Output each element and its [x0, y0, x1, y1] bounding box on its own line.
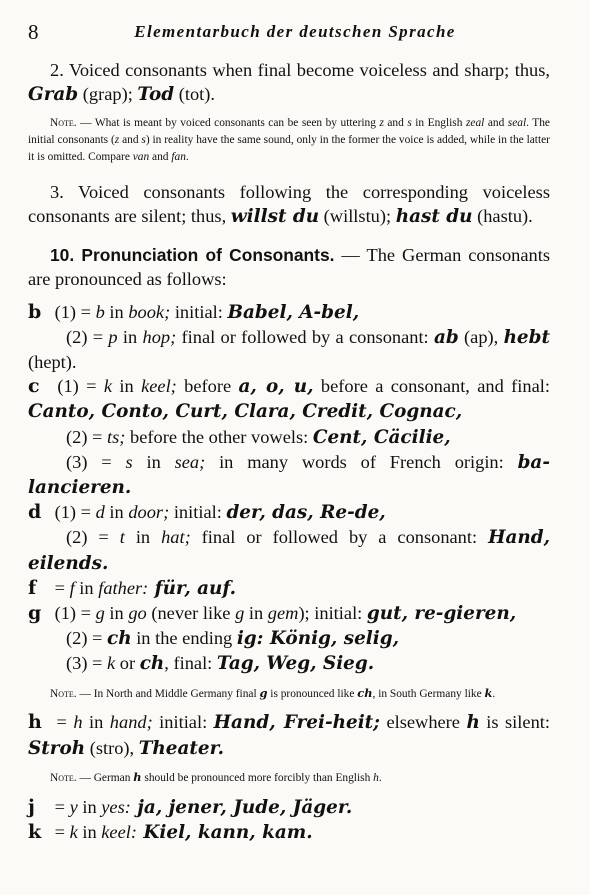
- note-letter: s: [407, 117, 412, 130]
- english-word: door;: [128, 502, 170, 523]
- note-text: .: [492, 687, 496, 700]
- german-example: für, auf.: [148, 577, 237, 599]
- letter-label: j: [28, 795, 35, 818]
- entry-d2: [28, 525, 550, 575]
- entry-text: in: [104, 603, 129, 624]
- english-word: hop;: [142, 326, 177, 347]
- rule-number: 2.: [50, 60, 64, 80]
- german-example: hast du: [395, 206, 473, 227]
- pronunciation: (hept).: [28, 352, 77, 373]
- note-text: . The initial consonants (: [28, 117, 550, 147]
- entry-h: [28, 710, 550, 760]
- section-intro: — The German consonants are pronounced as follows:: [28, 245, 550, 290]
- entry-text: in: [124, 527, 162, 548]
- english-letter: y: [69, 796, 78, 817]
- english-letter: g: [95, 603, 105, 624]
- entry-text: in: [77, 796, 102, 817]
- entry-text: (1) =: [57, 376, 104, 397]
- note-german-h: [28, 769, 550, 787]
- note-text: .: [185, 151, 189, 163]
- entry-c2: [28, 425, 550, 450]
- entry-text: =: [50, 577, 70, 598]
- page-number: 8: [28, 20, 39, 44]
- entry-text: =: [50, 821, 70, 842]
- german-letters: a, o, u,: [238, 376, 314, 398]
- german-example: Stroh: [28, 737, 86, 759]
- entry-text: (1) =: [54, 502, 96, 523]
- page-body: [28, 58, 550, 845]
- german-example: Theater.: [138, 737, 225, 759]
- entry-text: in: [82, 712, 110, 733]
- german-letters: ch: [107, 628, 132, 650]
- german-example: gut, re-gieren,: [366, 603, 517, 625]
- english-letter: h: [373, 771, 379, 784]
- english-word: keel;: [141, 376, 177, 397]
- entry-text: in: [77, 821, 102, 842]
- entry-text: (2) =: [66, 628, 108, 649]
- entry-b1: [28, 300, 550, 325]
- entry-text: (1) =: [54, 301, 96, 322]
- entry-g3: [28, 651, 550, 676]
- pronunciation: (stro),: [85, 737, 139, 758]
- page-header: [28, 20, 562, 46]
- entry-g2: [28, 626, 550, 651]
- entry-text: in: [132, 451, 175, 472]
- english-word: gem: [267, 603, 299, 624]
- german-example: Hand, eilends.: [28, 527, 550, 574]
- entry-text: final or followed by a consonant:: [176, 326, 434, 347]
- entry-f: [28, 576, 550, 601]
- note-label: Note.: [50, 771, 77, 784]
- entry-text: before: [176, 376, 239, 397]
- german-letters: h: [466, 712, 480, 734]
- english-word: keel:: [101, 821, 137, 842]
- german-letters: ig:: [236, 628, 264, 650]
- entry-text: initial:: [169, 502, 227, 523]
- note-text: should be pronounced more forcibly than English: [141, 771, 374, 784]
- entry-text: in: [244, 603, 268, 624]
- pronunciation: (ap),: [458, 326, 504, 347]
- english-word: hat;: [161, 527, 191, 548]
- english-letter: t: [119, 527, 125, 548]
- letter-label: b: [28, 300, 42, 323]
- german-example: ja, jener, Jude, Jäger.: [130, 796, 353, 818]
- german-example: Babel, A-bel,: [227, 301, 360, 323]
- section-10: [28, 243, 550, 291]
- english-letter: b: [95, 301, 105, 322]
- entry-text: initial:: [170, 301, 228, 322]
- note-word: seal: [507, 117, 527, 130]
- section-heading: 10. Pronunciation of Consonants.: [50, 245, 335, 266]
- english-letter: k: [107, 653, 116, 674]
- english-letter: k: [69, 821, 78, 842]
- note-text: and: [484, 117, 508, 130]
- pronunciation: (grap);: [78, 84, 138, 105]
- note-text: .: [378, 771, 382, 784]
- english-word: hand;: [109, 712, 153, 733]
- pronunciation: (willstu);: [319, 206, 396, 226]
- german-example: ba-lancieren.: [28, 451, 550, 499]
- entry-text: =: [50, 796, 70, 817]
- entry-text: before the other vowels:: [125, 426, 313, 447]
- english-letter: ts;: [107, 426, 126, 447]
- entry-text: before a consonant, and final:: [313, 376, 550, 397]
- running-title: Elementarbuch der deutschen Sprache: [134, 22, 456, 41]
- entry-text: final or followed by a consonant:: [190, 527, 489, 548]
- english-letter: h: [73, 712, 83, 733]
- entry-text: (never like: [146, 603, 236, 624]
- entry-text: or: [115, 653, 140, 674]
- note-text: and: [149, 151, 172, 163]
- letter-label: h: [28, 711, 42, 734]
- entry-c3: [28, 450, 550, 500]
- entry-text: (3) =: [66, 451, 126, 472]
- rule-2: [28, 58, 550, 107]
- german-letters: g: [259, 685, 268, 700]
- entry-b2: [28, 325, 550, 374]
- german-example: der, das, Re-de,: [226, 502, 386, 524]
- pronunciation: (tot).: [174, 84, 215, 105]
- entry-text: (2) =: [66, 326, 109, 347]
- note-label: Note.: [50, 117, 77, 130]
- note-word: zeal: [465, 117, 485, 130]
- note-letter: z: [379, 117, 384, 130]
- english-letter: g: [235, 603, 245, 624]
- german-example: willst du: [230, 206, 320, 227]
- note-letter: s: [141, 134, 146, 147]
- rule-3: [28, 180, 550, 229]
- english-letter: s: [125, 451, 133, 472]
- german-example: König, selig,: [263, 628, 400, 650]
- entry-text: in many words of French origin:: [205, 451, 518, 472]
- note-text: , in South Germany like: [372, 687, 485, 700]
- entry-text: (2) =: [66, 527, 120, 548]
- entry-g1: [28, 601, 550, 626]
- letter-label: k: [28, 820, 42, 843]
- entry-text: elsewhere: [379, 712, 467, 733]
- entry-text: initial:: [152, 712, 214, 733]
- entry-text: (1) =: [54, 603, 96, 624]
- entry-text: is silent:: [479, 712, 550, 733]
- rule-text: Voiced consonants when final become voiceless and sharp; thus,: [68, 60, 551, 80]
- german-letters: ch: [357, 685, 373, 700]
- note-voiced-consonants: [28, 115, 550, 165]
- english-letter: k: [103, 376, 113, 397]
- english-letter: f: [69, 577, 75, 598]
- entry-k: [28, 820, 550, 845]
- note-text: and: [383, 117, 408, 130]
- german-example: Hand, Frei-heit;: [213, 712, 380, 734]
- rule-number: 3.: [50, 181, 64, 202]
- entry-text: =: [50, 712, 74, 733]
- english-word: go: [128, 603, 147, 624]
- entry-text: (2) =: [66, 426, 108, 447]
- german-example: Kiel, kann, kam.: [137, 821, 313, 843]
- note-text: and: [119, 134, 142, 147]
- entry-text: in: [117, 326, 143, 347]
- entry-text: in: [104, 301, 129, 322]
- note-letter: z: [114, 134, 120, 147]
- note-final-g: [28, 685, 550, 703]
- letter-label: d: [28, 501, 42, 524]
- german-letters: h: [133, 769, 142, 784]
- entry-text: in: [74, 577, 99, 598]
- note-text: in English: [411, 117, 466, 130]
- pronunciation: (hastu).: [472, 206, 533, 226]
- entry-text: in: [112, 376, 142, 397]
- entry-c1: [28, 374, 550, 424]
- german-letters: ch: [139, 653, 165, 675]
- letter-label: f: [28, 576, 37, 599]
- entry-text: in: [104, 502, 129, 523]
- note-text: ) in reality have the same sound, only in the former the voice is added, while in the latter it is omitted. Compare: [28, 134, 550, 163]
- german-example: Cent, Cäcilie,: [312, 426, 451, 448]
- rule-text: Voiced consonants following the corresponding voiceless consonants are silent; thus,: [28, 181, 550, 226]
- german-example: Grab: [28, 84, 79, 106]
- note-word: van: [132, 151, 150, 163]
- english-word: book;: [128, 301, 171, 322]
- entry-text: , final:: [164, 653, 217, 674]
- entry-text: in the ending: [131, 628, 237, 649]
- entry-text: ); initial:: [298, 603, 367, 624]
- german-example: ab: [433, 326, 459, 348]
- german-example: hebt: [503, 326, 550, 348]
- german-example: Tod: [137, 84, 175, 106]
- note-text: is pronounced like: [267, 687, 358, 700]
- english-word: yes:: [101, 796, 131, 817]
- note-text: — German: [76, 771, 134, 784]
- entry-d1: [28, 500, 550, 525]
- english-word: sea;: [174, 451, 206, 472]
- letter-label: c: [28, 375, 40, 398]
- english-letter: p: [108, 326, 118, 347]
- letter-label: g: [28, 602, 42, 625]
- entry-j: [28, 795, 550, 820]
- note-word: fan: [171, 151, 186, 163]
- note-text: — In North and Middle Germany final: [76, 687, 260, 700]
- german-example: Tag, Weg, Sieg.: [216, 653, 375, 675]
- entry-text: (3) =: [66, 653, 108, 674]
- note-text: — What is meant by voiced consonants can be seen by uttering: [76, 117, 380, 130]
- german-example: Canto, Conto, Curt, Clara, Credit, Cognac,: [28, 401, 463, 423]
- english-word: father:: [98, 577, 149, 598]
- note-label: Note.: [50, 687, 77, 700]
- english-letter: d: [95, 502, 105, 523]
- german-letters: k: [484, 685, 493, 700]
